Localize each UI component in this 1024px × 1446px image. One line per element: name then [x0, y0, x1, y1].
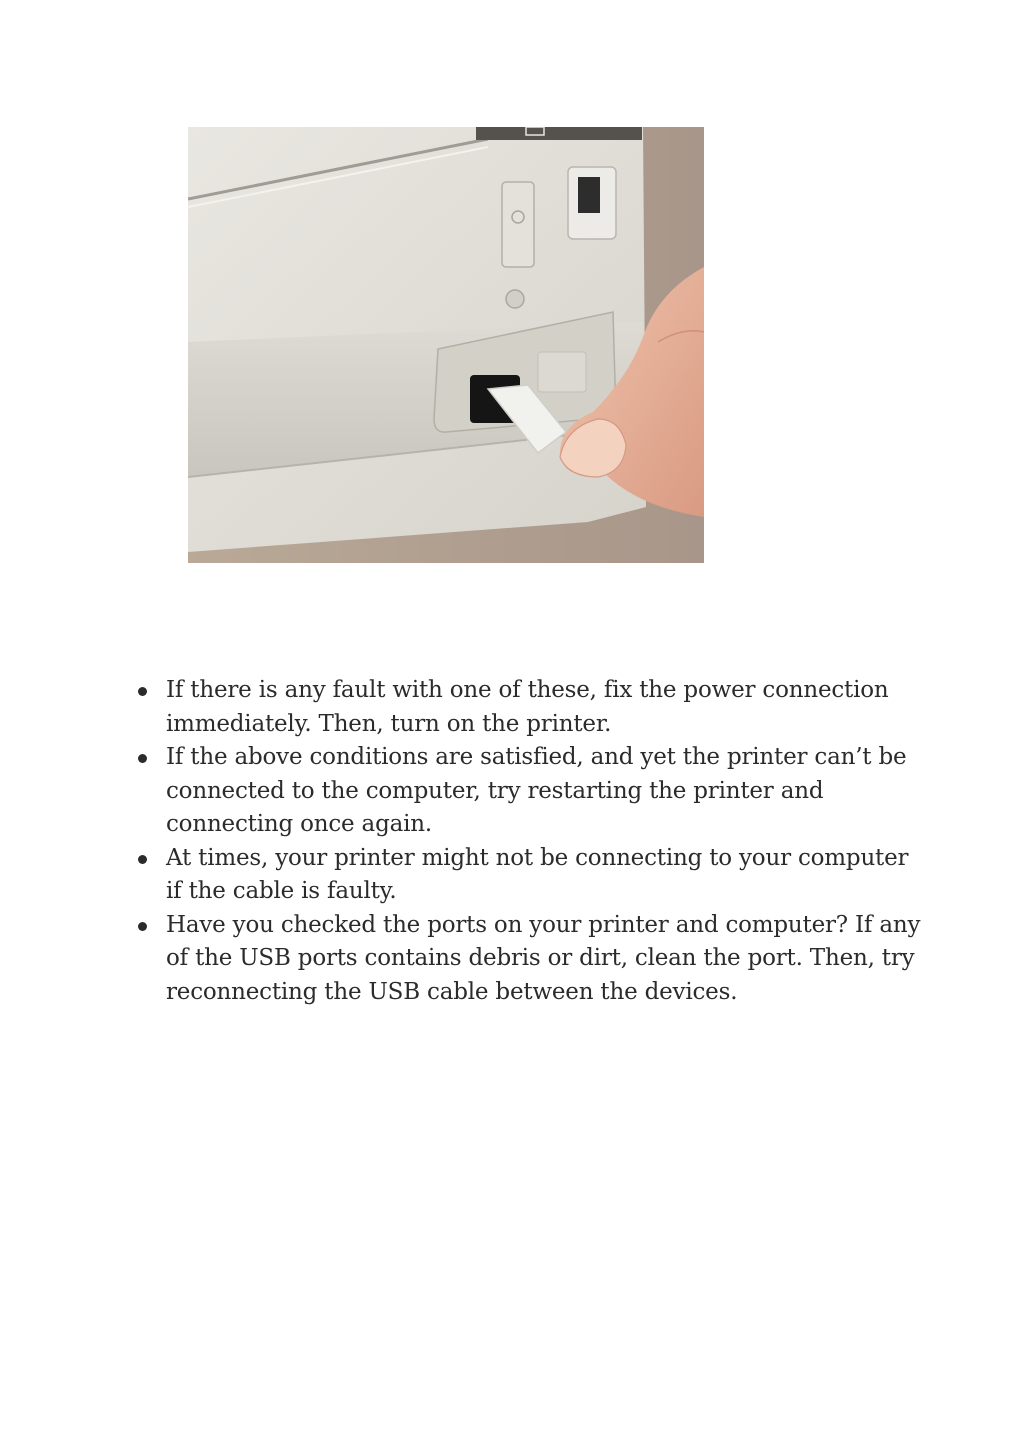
list-item-text: If the above conditions are satisfied, and yet the printer can’t be connected to the computer, try restarting the printer and connecting once again. — [166, 744, 907, 837]
bullet-dot-icon — [138, 754, 147, 763]
list-item — [136, 909, 926, 1010]
bullet-dot-icon — [138, 922, 147, 931]
list-item-text: If there is any fault with one of these, fix the power connection immediately. Then, turn on the printer. — [166, 677, 889, 737]
bullet-list — [136, 674, 926, 1009]
list-item — [136, 741, 926, 842]
list-item-text: At times, your printer might not be connecting to your computer if the cable is faulty. — [166, 844, 909, 904]
list-item-text: Have you checked the ports on your printer and computer? If any of the USB ports contains debris or dirt, clean the port. Then, try reconnecting the USB cable between the devices. — [166, 911, 921, 1005]
bullet-dot-icon — [138, 687, 147, 696]
list-item — [136, 674, 926, 741]
list-item — [136, 842, 926, 909]
bullet-dot-icon — [138, 855, 147, 864]
printer-usb-photo — [188, 127, 704, 563]
